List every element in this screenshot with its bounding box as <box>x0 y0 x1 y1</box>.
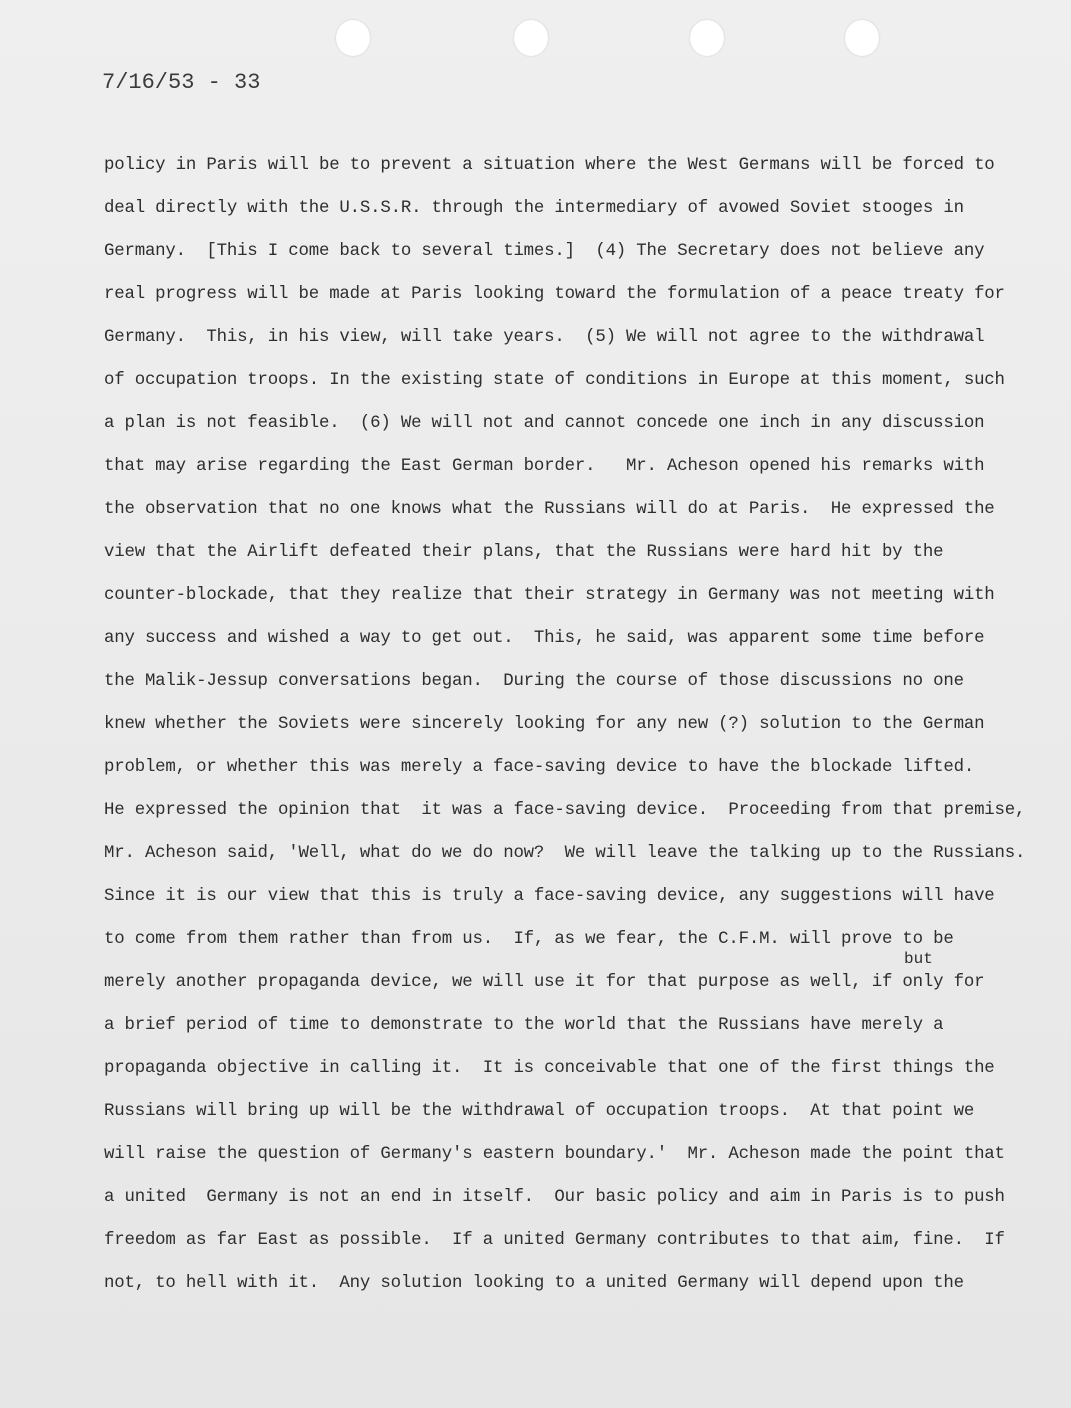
text-line: Mr. Acheson said, 'Well, what do we do now? We will leave the talking up to the Russians. <box>104 844 1026 863</box>
text-line: a plan is not feasible. (6) We will not and cannot concede one inch in any discussion <box>104 414 985 433</box>
text-line: Russians will bring up will be the withdrawal of occupation troops. At that point we <box>104 1102 975 1121</box>
page-date-number: 7/16/53 - 33 <box>102 70 261 95</box>
text-line: merely another propaganda device, we will use it for that purpose as well, if only for <box>104 973 985 992</box>
text-line: counter-blockade, that they realize that their strategy in Germany was not meeting with <box>104 586 995 605</box>
text-line: Germany. [This I come back to several times.] (4) The Secretary does not believe any <box>104 242 985 261</box>
text-line: real progress will be made at Paris looking toward the formulation of a peace treaty for <box>104 285 1005 304</box>
punch-hole <box>336 20 370 56</box>
text-line: Since it is our view that this is truly a face-saving device, any suggestions will have <box>104 887 995 906</box>
punch-hole <box>845 20 879 56</box>
text-line: the observation that no one knows what the Russians will do at Paris. He expressed the <box>104 500 995 519</box>
text-line: view that the Airlift defeated their plans, that the Russians were hard hit by the <box>104 543 944 562</box>
text-line: freedom as far East as possible. If a united Germany contributes to that aim, fine. If <box>104 1231 1005 1250</box>
text-line: problem, or whether this was merely a face-saving device to have the blockade lifted. <box>104 758 975 777</box>
text-line: will raise the question of Germany's eastern boundary.' Mr. Acheson made the point that <box>104 1145 1005 1164</box>
text-line: knew whether the Soviets were sincerely looking for any new (?) solution to the German <box>104 715 985 734</box>
handwritten-insertion: but <box>904 950 933 968</box>
text-line: the Malik-Jessup conversations began. During the course of those discussions no one <box>104 672 964 691</box>
text-line: policy in Paris will be to prevent a situation where the West Germans will be forced to <box>104 156 995 175</box>
text-line: to come from them rather than from us. If, as we fear, the C.F.M. will prove to be <box>104 930 954 949</box>
text-line: a brief period of time to demonstrate to the world that the Russians have merely a <box>104 1016 944 1035</box>
text-line: not, to hell with it. Any solution looking to a united Germany will depend upon the <box>104 1274 964 1293</box>
text-line: of occupation troops. In the existing state of conditions in Europe at this moment, such <box>104 371 1005 390</box>
punch-hole <box>514 20 548 56</box>
text-line: a united Germany is not an end in itself. Our basic policy and aim in Paris is to push <box>104 1188 1005 1207</box>
text-line: that may arise regarding the East German border. Mr. Acheson opened his remarks with <box>104 457 985 476</box>
text-line: Germany. This, in his view, will take years. (5) We will not agree to the withdrawal <box>104 328 985 347</box>
text-line: any success and wished a way to get out. This, he said, was apparent some time before <box>104 629 985 648</box>
punch-hole <box>690 20 724 56</box>
text-line: He expressed the opinion that it was a face-saving device. Proceeding from that premise, <box>104 801 1026 820</box>
text-line: deal directly with the U.S.S.R. through the intermediary of avowed Soviet stooges in <box>104 199 964 218</box>
text-line: propaganda objective in calling it. It is conceivable that one of the first things the <box>104 1059 995 1078</box>
